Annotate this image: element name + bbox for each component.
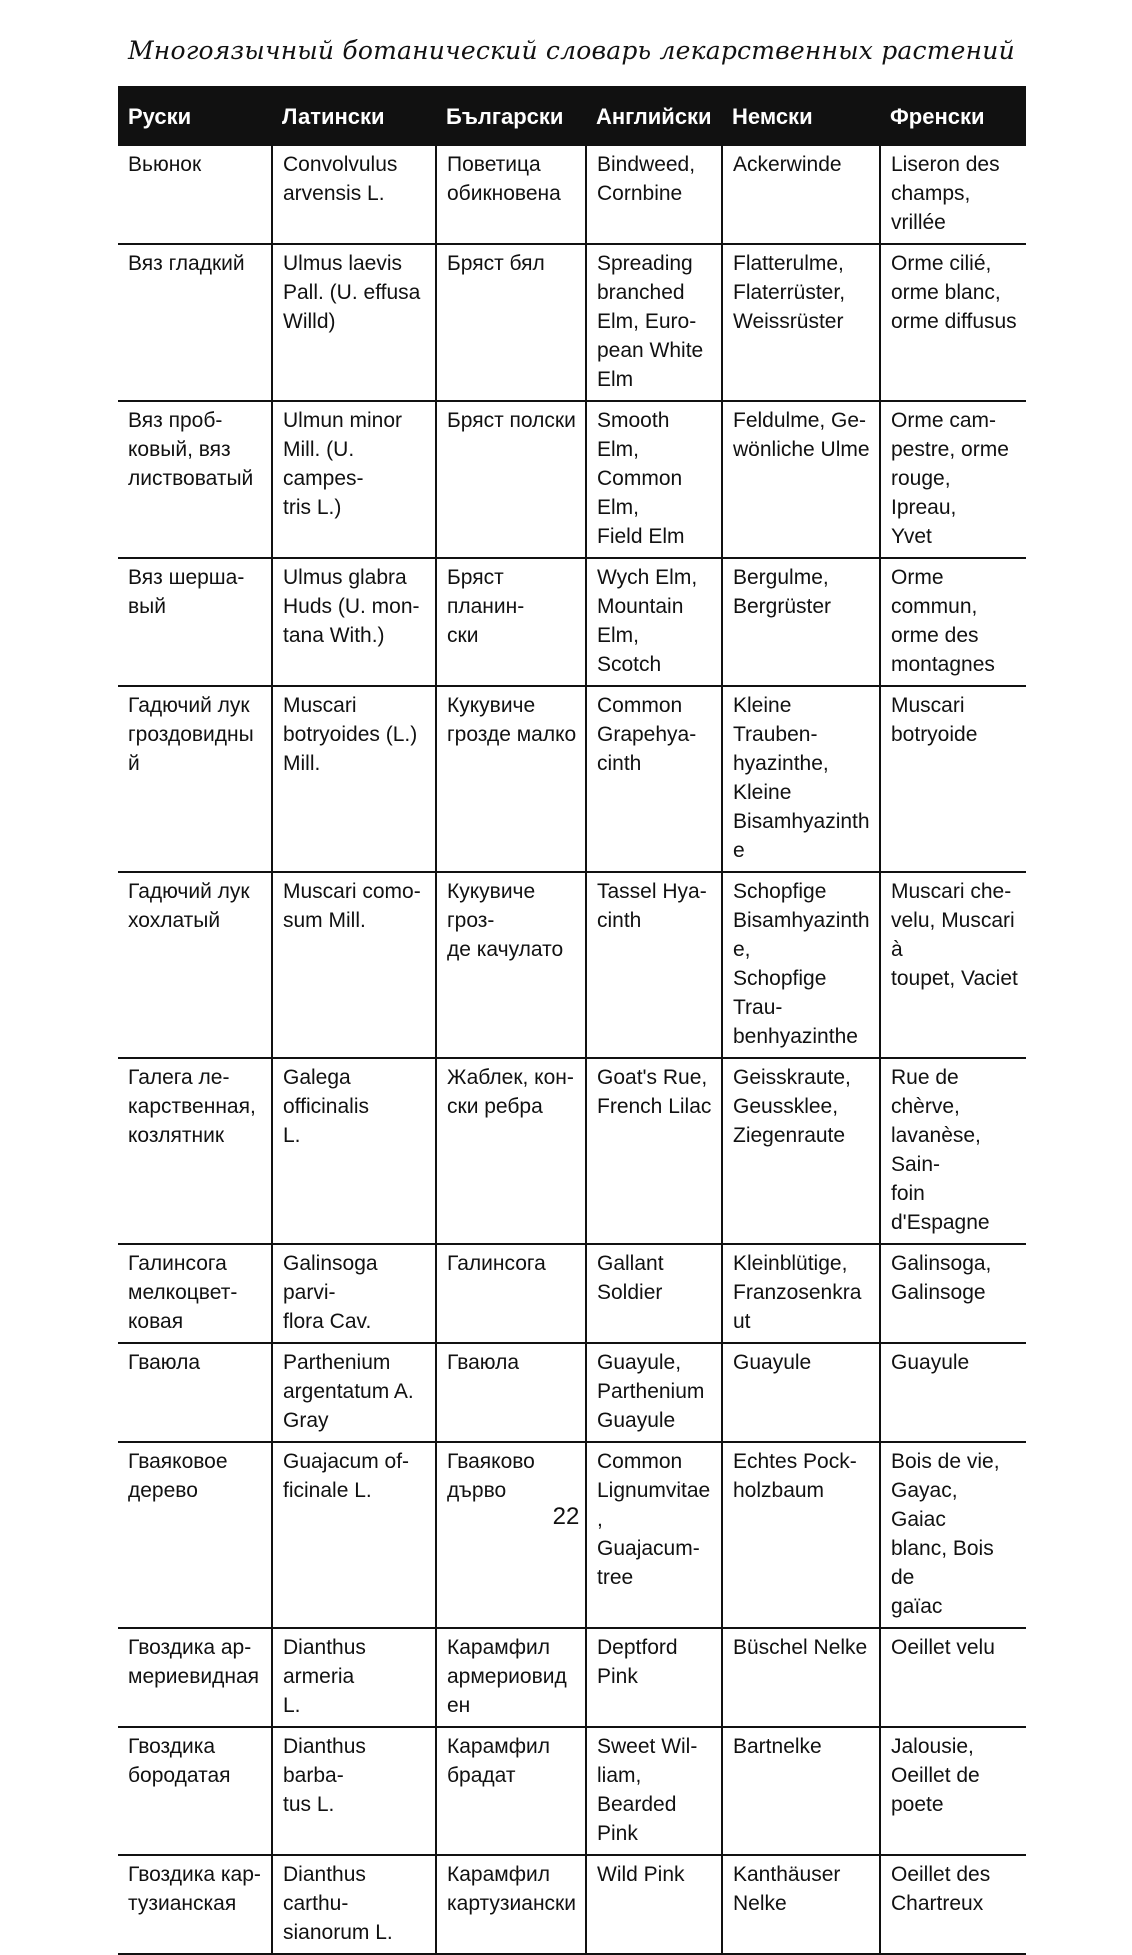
cell-bulgarian: Карамфил брадат	[436, 1727, 586, 1855]
cell-russian: Гадючий лук гроздовидный	[118, 686, 272, 872]
cell-latin: Dianthus barba- tus L.	[272, 1727, 436, 1855]
cell-english: Tassel Hya- cinth	[586, 872, 722, 1058]
column-header-german: Немски	[722, 86, 880, 146]
column-header-bulgarian: Български	[436, 86, 586, 146]
cell-russian: Гваяковое дерево	[118, 1442, 272, 1628]
cell-english: Spreading branched Elm, Euro- pean White Elm	[586, 244, 722, 401]
cell-english: Wych Elm, Mountain Elm, Scotch	[586, 558, 722, 686]
cell-german: Kleinblütige, Franzosenkraut	[722, 1244, 880, 1343]
cell-english: Common Grapehya- cinth	[586, 686, 722, 872]
dictionary-table	[118, 86, 1026, 1955]
cell-bulgarian: Кукувиче грозде малко	[436, 686, 586, 872]
cell-latin: Ulmun minor Mill. (U. campes- tris L.)	[272, 401, 436, 558]
cell-french: Muscari botryoide	[880, 686, 1026, 872]
page-number: 22	[552, 1503, 580, 1530]
table-row	[118, 146, 1026, 244]
cell-bulgarian: Галинсога	[436, 1244, 586, 1343]
page-title: Многоязычный ботанический словарь лекарственных растений	[128, 36, 1015, 65]
table-row	[118, 1628, 1026, 1727]
cell-bulgarian: Карамфил картузиански	[436, 1855, 586, 1954]
table-row	[118, 1727, 1026, 1855]
cell-latin: Galinsoga parvi- flora Cav.	[272, 1244, 436, 1343]
table-row	[118, 1058, 1026, 1244]
cell-bulgarian: Бряст бял	[436, 244, 586, 401]
cell-german: Schopfige Bisamhyazinthe, Schopfige Trau- benhyazinthe	[722, 872, 880, 1058]
cell-latin: Muscari como- sum Mill.	[272, 872, 436, 1058]
cell-french: Muscari che- velu, Muscari à toupet, Vaciet	[880, 872, 1026, 1058]
cell-russian: Галинсога мелкоцвет- ковая	[118, 1244, 272, 1343]
cell-german: Bartnelke	[722, 1727, 880, 1855]
table-row	[118, 686, 1026, 872]
cell-russian: Вяз проб- ковый, вяз листвоватый	[118, 401, 272, 558]
cell-russian: Гваюла	[118, 1343, 272, 1442]
cell-english: Deptford Pink	[586, 1628, 722, 1727]
cell-german: Kleine Trauben- hyazinthe, Kleine Bisamhyazinthe	[722, 686, 880, 872]
cell-bulgarian: Поветица обикновена	[436, 146, 586, 244]
cell-french: Orme cilié, orme blanc, orme diffusus	[880, 244, 1026, 401]
cell-latin: Ulmus laevis Pall. (U. effusa Willd)	[272, 244, 436, 401]
cell-russian: Вьюнок	[118, 146, 272, 244]
cell-french: Galinsoga, Galinsoge	[880, 1244, 1026, 1343]
cell-russian: Вяз гладкий	[118, 244, 272, 401]
cell-russian: Гвоздика бородатая	[118, 1727, 272, 1855]
cell-bulgarian: Карамфил армериовиден	[436, 1628, 586, 1727]
cell-german: Echtes Pock- holzbaum	[722, 1442, 880, 1628]
column-header-russian: Руски	[118, 86, 272, 146]
table-row	[118, 872, 1026, 1058]
table-row	[118, 1855, 1026, 1954]
cell-french: Guayule	[880, 1343, 1026, 1442]
cell-latin: Dianthus carthu- sianorum L.	[272, 1855, 436, 1954]
table-row	[118, 1244, 1026, 1343]
cell-latin: Parthenium argentatum A. Gray	[272, 1343, 436, 1442]
cell-german: Büschel Nelke	[722, 1628, 880, 1727]
cell-french: Rue de chèrve, lavanèse, Sain- foin d'Espagne	[880, 1058, 1026, 1244]
cell-english: Smooth Elm, Common Elm, Field Elm	[586, 401, 722, 558]
cell-russian: Гвоздика кар- тузианская	[118, 1855, 272, 1954]
table-row	[118, 558, 1026, 686]
cell-russian: Вяз шерша- вый	[118, 558, 272, 686]
cell-french: Jalousie, Oeillet de poete	[880, 1727, 1026, 1855]
cell-french: Liseron des champs, vrillée	[880, 146, 1026, 244]
column-header-english: Английски	[586, 86, 722, 146]
table-body	[118, 146, 1026, 1954]
cell-french: Orme commun, orme des montagnes	[880, 558, 1026, 686]
cell-latin: Galega officinalis L.	[272, 1058, 436, 1244]
table-row	[118, 1343, 1026, 1442]
cell-russian: Гвоздика ар- мериевидная	[118, 1628, 272, 1727]
table-row	[118, 1442, 1026, 1628]
table-row	[118, 244, 1026, 401]
cell-english: Goat's Rue, French Lilac	[586, 1058, 722, 1244]
cell-french: Orme cam- pestre, orme rouge, Ipreau, Yvet	[880, 401, 1026, 558]
cell-english: Wild Pink	[586, 1855, 722, 1954]
cell-bulgarian: Жаблек, кон- ски ребра	[436, 1058, 586, 1244]
table-header-row	[118, 86, 1026, 146]
cell-bulgarian: Гваяково дърво	[436, 1442, 586, 1628]
cell-bulgarian: Бряст планин- ски	[436, 558, 586, 686]
cell-french: Oeillet des Chartreux	[880, 1855, 1026, 1954]
cell-french: Bois de vie, Gayac, Gaiac blanc, Bois de gaïac	[880, 1442, 1026, 1628]
cell-bulgarian: Кукувиче гроз- де качулато	[436, 872, 586, 1058]
table-row	[118, 401, 1026, 558]
cell-german: Geisskraute, Geussklee, Ziegenraute	[722, 1058, 880, 1244]
cell-german: Ackerwinde	[722, 146, 880, 244]
cell-latin: Dianthus armeria L.	[272, 1628, 436, 1727]
cell-french: Oeillet velu	[880, 1628, 1026, 1727]
cell-german: Flatterulme, Flaterrüster, Weissrüster	[722, 244, 880, 401]
cell-english: Bindweed, Cornbine	[586, 146, 722, 244]
cell-bulgarian: Бряст полски	[436, 401, 586, 558]
cell-german: Feldulme, Ge- wönliche Ulme	[722, 401, 880, 558]
cell-german: Guayule	[722, 1343, 880, 1442]
cell-russian: Гадючий лук хохлатый	[118, 872, 272, 1058]
column-header-french: Френски	[880, 86, 1026, 146]
column-header-latin: Латински	[272, 86, 436, 146]
cell-latin: Guajacum of- ficinale L.	[272, 1442, 436, 1628]
cell-russian: Галега ле- карственная, козлятник	[118, 1058, 272, 1244]
cell-english: Guayule, Parthenium Guayule	[586, 1343, 722, 1442]
cell-latin: Convolvulus arvensis L.	[272, 146, 436, 244]
cell-english: Common Lignumvitae, Guajacum- tree	[586, 1442, 722, 1628]
cell-german: Kanthäuser Nelke	[722, 1855, 880, 1954]
cell-english: Gallant Soldier	[586, 1244, 722, 1343]
cell-latin: Muscari botryoides (L.) Mill.	[272, 686, 436, 872]
cell-german: Bergulme, Bergrüster	[722, 558, 880, 686]
cell-english: Sweet Wil- liam, Bearded Pink	[586, 1727, 722, 1855]
cell-latin: Ulmus glabra Huds (U. mon- tana With.)	[272, 558, 436, 686]
cell-bulgarian: Гваюла	[436, 1343, 586, 1442]
